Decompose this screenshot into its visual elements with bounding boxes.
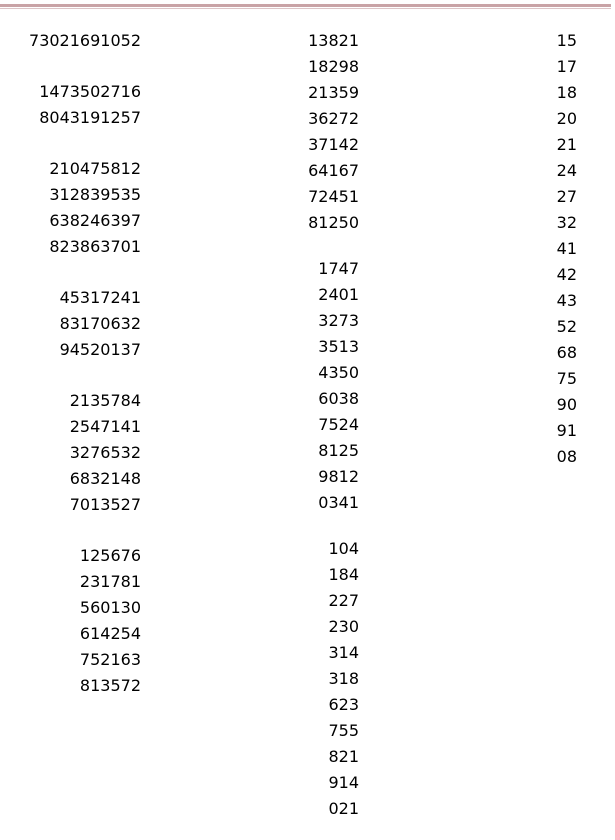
number-entry: 1473502716 bbox=[39, 82, 141, 101]
number-entry: 813572 bbox=[79, 676, 141, 695]
number-entry: 73021691052 bbox=[29, 31, 141, 50]
number-entry: 1747 bbox=[318, 259, 359, 278]
number-entry: 104 bbox=[328, 539, 359, 558]
number-entry: 314 bbox=[328, 643, 359, 662]
number-entry: 318 bbox=[328, 669, 359, 688]
number-entry: 90 bbox=[556, 395, 577, 414]
number-entry: 3513 bbox=[318, 337, 359, 356]
number-group bbox=[0, 28, 141, 54]
number-entry: 638246397 bbox=[49, 211, 141, 230]
number-entry: 9812 bbox=[318, 467, 359, 486]
number-entry: 21359 bbox=[308, 83, 359, 102]
number-column-3 bbox=[500, 28, 577, 470]
number-column-2 bbox=[260, 28, 359, 822]
number-entry: 7524 bbox=[318, 415, 359, 434]
number-entry: 45317241 bbox=[59, 288, 141, 307]
number-entry: 614254 bbox=[79, 624, 141, 643]
number-entry: 230 bbox=[328, 617, 359, 636]
number-entry: 821 bbox=[328, 747, 359, 766]
number-entry: 37142 bbox=[308, 135, 359, 154]
number-entry: 15 bbox=[556, 31, 577, 50]
number-entry: 83170632 bbox=[59, 314, 141, 333]
number-entry: 3273 bbox=[318, 311, 359, 330]
number-entry: 7013527 bbox=[69, 495, 141, 514]
number-entry: 94520137 bbox=[59, 340, 141, 359]
number-entry: 6038 bbox=[318, 389, 359, 408]
number-entry: 24 bbox=[556, 161, 577, 180]
number-entry: 18 bbox=[556, 83, 577, 102]
number-entry: 64167 bbox=[308, 161, 359, 180]
number-entry: 752163 bbox=[79, 650, 141, 669]
number-entry: 72451 bbox=[308, 187, 359, 206]
number-entry: 8043191257 bbox=[39, 108, 141, 127]
number-entry: 2401 bbox=[318, 285, 359, 304]
number-group bbox=[260, 536, 359, 822]
number-group bbox=[0, 285, 141, 363]
number-group bbox=[500, 28, 577, 470]
number-entry: 3276532 bbox=[69, 443, 141, 462]
number-entry: 231781 bbox=[79, 572, 141, 591]
number-entry: 68 bbox=[556, 343, 577, 362]
number-entry: 914 bbox=[328, 773, 359, 792]
number-entry: 4350 bbox=[318, 363, 359, 382]
number-entry: 210475812 bbox=[49, 159, 141, 178]
number-entry: 755 bbox=[328, 721, 359, 740]
number-entry: 08 bbox=[556, 447, 577, 466]
number-entry: 623 bbox=[328, 695, 359, 714]
header-rule-thin bbox=[0, 8, 611, 9]
number-entry: 52 bbox=[556, 317, 577, 336]
number-entry: 91 bbox=[556, 421, 577, 440]
number-entry: 6832148 bbox=[69, 469, 141, 488]
number-entry: 8125 bbox=[318, 441, 359, 460]
number-entry: 125676 bbox=[79, 546, 141, 565]
number-group bbox=[0, 388, 141, 518]
number-entry: 18298 bbox=[308, 57, 359, 76]
number-group bbox=[0, 543, 141, 699]
number-entry: 27 bbox=[556, 187, 577, 206]
number-entry: 560130 bbox=[79, 598, 141, 617]
header-rule bbox=[0, 4, 611, 7]
number-entry: 41 bbox=[556, 239, 577, 258]
number-entry: 2547141 bbox=[69, 417, 141, 436]
number-group bbox=[260, 28, 359, 236]
number-group bbox=[0, 79, 141, 131]
number-entry: 43 bbox=[556, 291, 577, 310]
number-entry: 81250 bbox=[308, 213, 359, 232]
number-entry: 823863701 bbox=[49, 237, 141, 256]
number-entry: 20 bbox=[556, 109, 577, 128]
number-entry: 75 bbox=[556, 369, 577, 388]
number-entry: 312839535 bbox=[49, 185, 141, 204]
number-entry: 2135784 bbox=[69, 391, 141, 410]
number-entry: 17 bbox=[556, 57, 577, 76]
number-entry: 32 bbox=[556, 213, 577, 232]
number-entry: 42 bbox=[556, 265, 577, 284]
number-entry: 36272 bbox=[308, 109, 359, 128]
number-entry: 021 bbox=[328, 799, 359, 818]
number-group bbox=[260, 256, 359, 516]
number-column-1 bbox=[0, 28, 141, 699]
number-entry: 13821 bbox=[308, 31, 359, 50]
number-group bbox=[0, 156, 141, 260]
number-entry: 184 bbox=[328, 565, 359, 584]
number-entry: 0341 bbox=[318, 493, 359, 512]
number-entry: 227 bbox=[328, 591, 359, 610]
number-entry: 21 bbox=[556, 135, 577, 154]
